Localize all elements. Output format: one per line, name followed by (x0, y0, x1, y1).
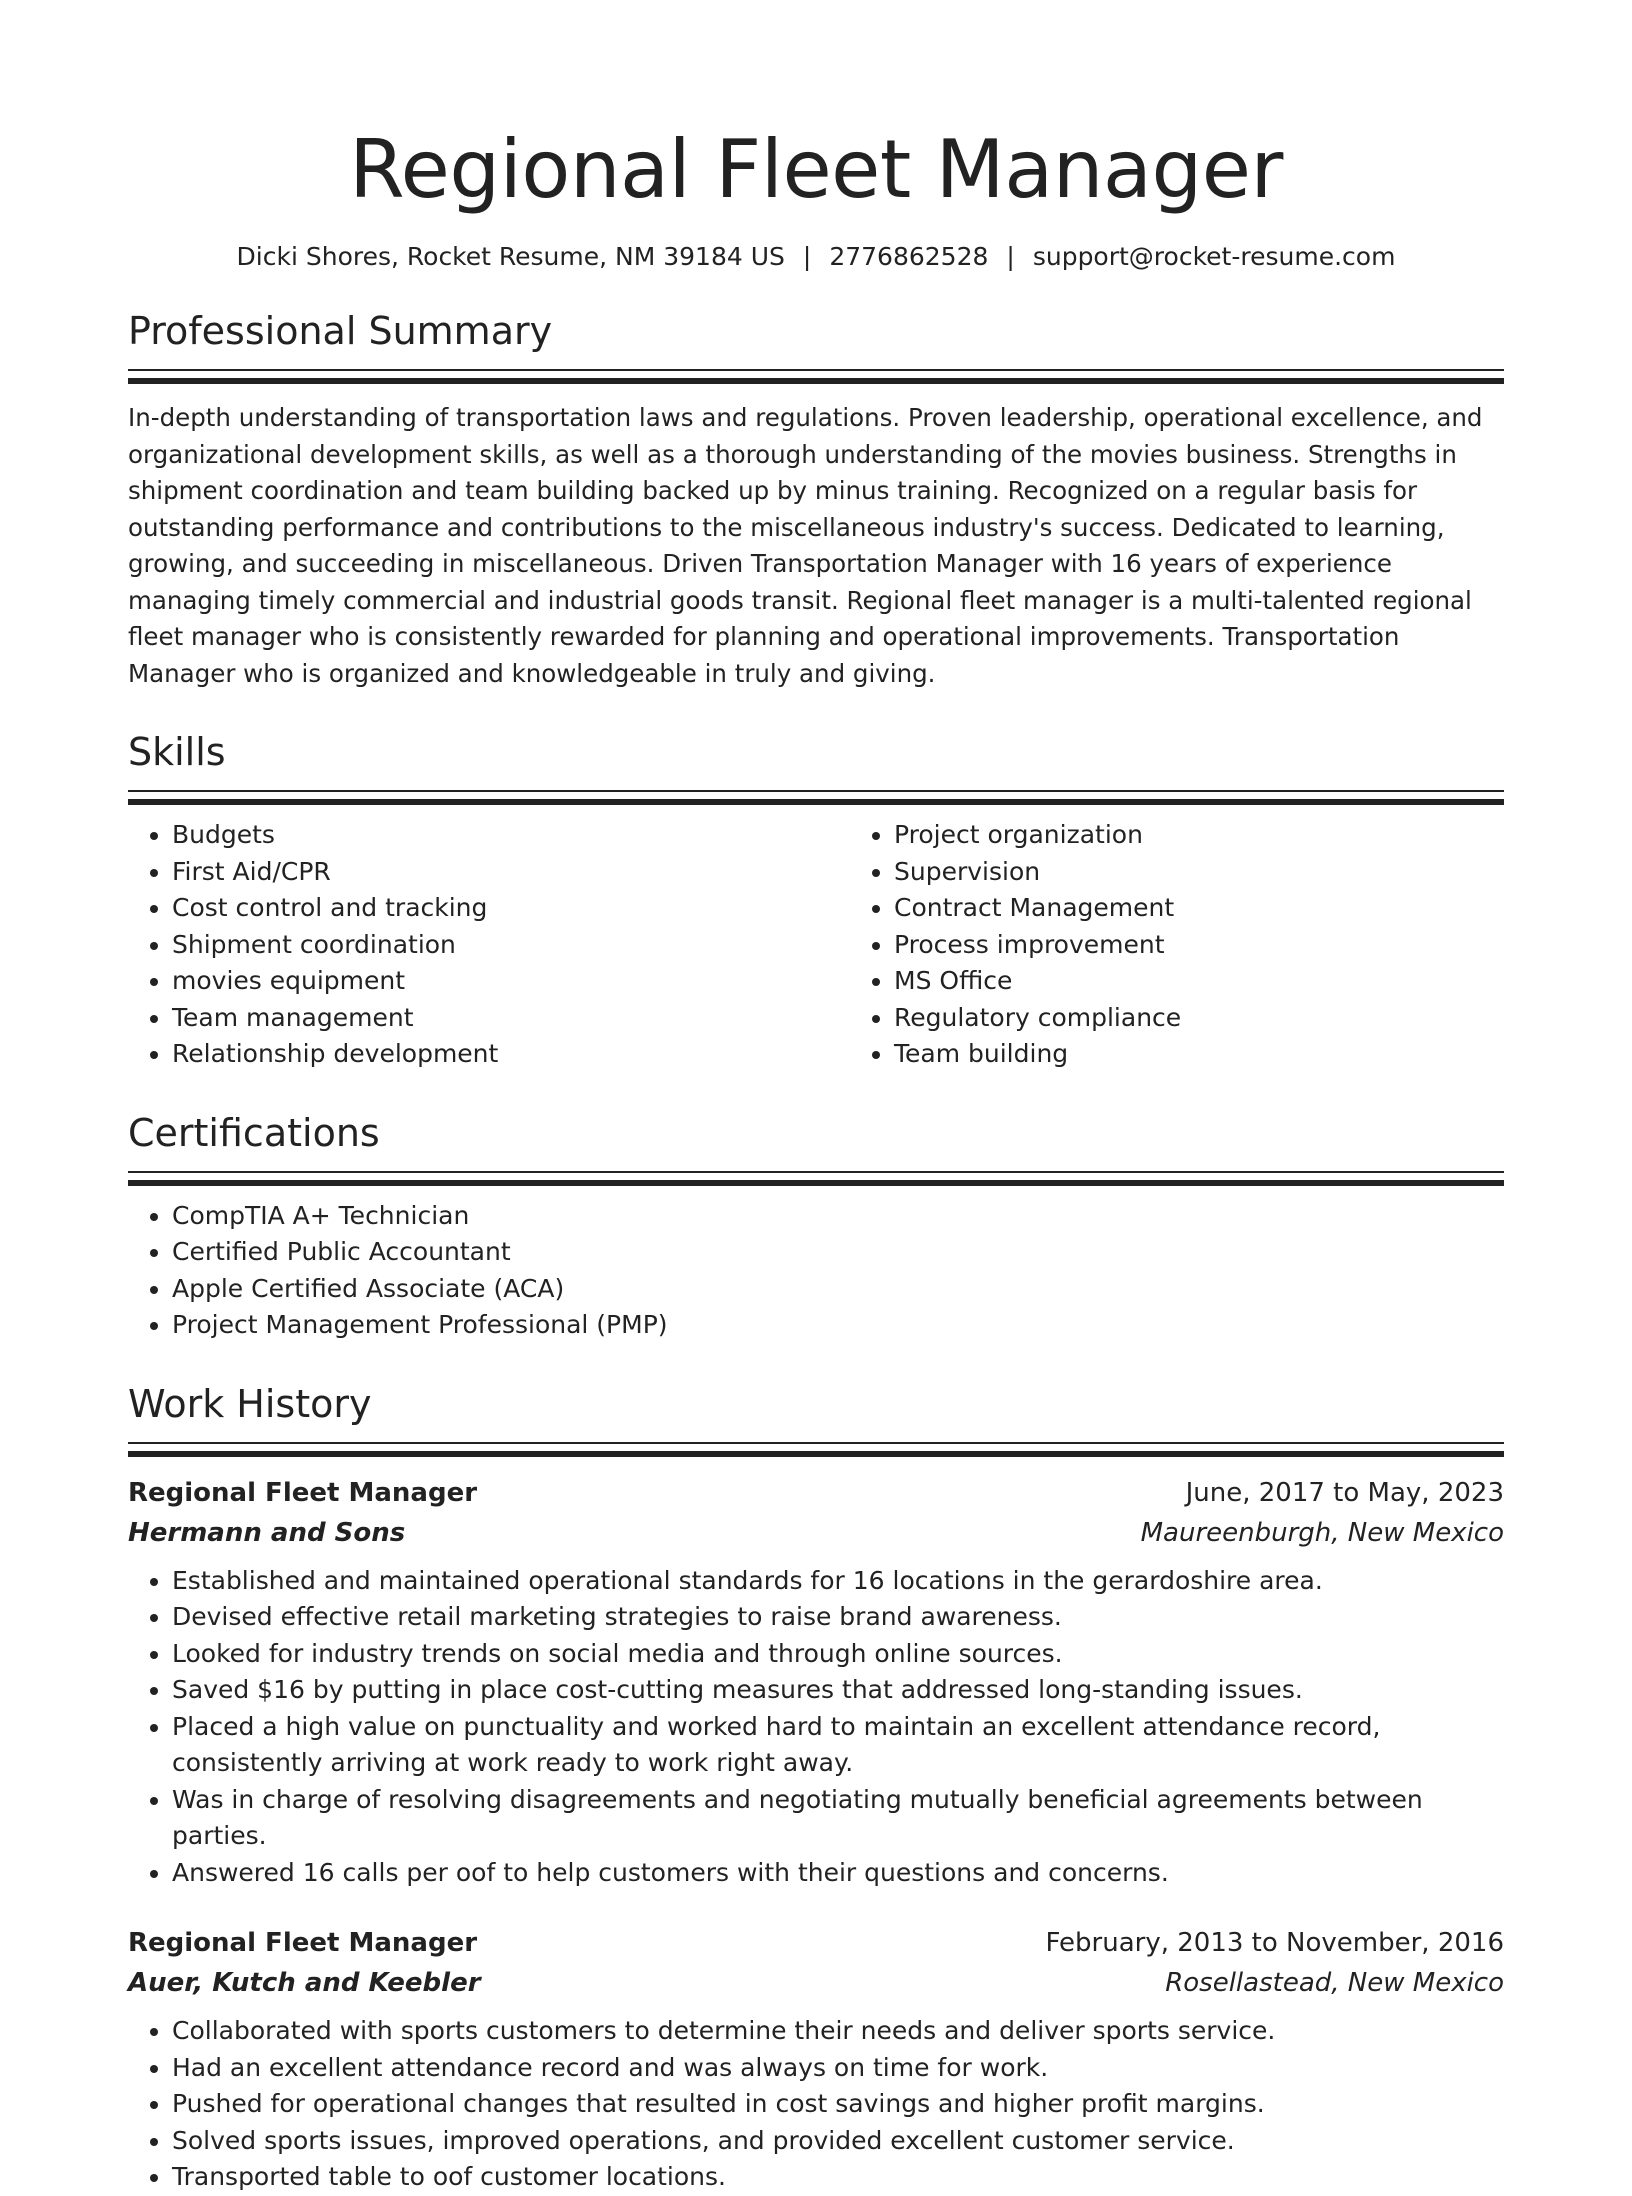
skill-item: • movies equipment (172, 963, 850, 1000)
job-bullet: • Established and maintained operational standards for 16 locations in the gerardoshire area. (172, 1563, 1504, 1600)
section-title-certifications: Certifications (128, 1110, 380, 1155)
job-dates: February, 2013 to November, 2016 (1045, 1928, 1504, 1958)
contact-separator: | (802, 242, 812, 271)
job-dates: June, 2017 to May, 2023 (1185, 1477, 1504, 1508)
section-divider (128, 369, 1504, 384)
job-bullet: • Placed a high value on punctuality and worked hard to maintain an excellent attendance record, consistently arriving at work ready to work right away. (172, 1709, 1504, 1782)
job-header-row (128, 1923, 1504, 1963)
job-bullet: • Had an excellent attendance record and was always on time for work. (172, 2050, 1504, 2087)
certification-item: • CompTIA A+ Technician (172, 1198, 1504, 1235)
contact-line (128, 242, 1504, 271)
job-subheader-row (128, 1513, 1504, 1553)
skills-section (128, 728, 1504, 1073)
job-entry (128, 1923, 1504, 2196)
skill-item: • Cost control and tracking (172, 890, 850, 927)
job-bullet: • Saved $16 by putting in place cost-cutting measures that addressed long-standing issues. (172, 1672, 1504, 1709)
job-bullet: • Pushed for operational changes that resulted in cost savings and higher profit margins. (172, 2086, 1504, 2123)
skill-item: • Shipment coordination (172, 927, 850, 964)
contact-separator: | (1006, 242, 1015, 271)
certifications-section (128, 1109, 1504, 1344)
job-bullet: • Devised effective retail marketing strategies to raise brand awareness. (172, 1599, 1504, 1636)
certification-item: • Apple Certified Associate (ACA) (172, 1271, 1504, 1308)
skill-item: • Supervision (894, 854, 1504, 891)
section-title-summary: Professional Summary (128, 309, 553, 353)
contact-email: support@rocket-resume.com (1032, 242, 1396, 271)
skill-item: • Regulatory compliance (894, 1000, 1504, 1037)
skill-item: • Relationship development (172, 1036, 850, 1073)
skill-item: • Team management (172, 1000, 850, 1037)
work-history-section (128, 1380, 1504, 2196)
skill-item: • Contract Management (894, 890, 1504, 927)
contact-phone: 2776862528 (829, 242, 989, 271)
job-bullets (128, 2013, 1504, 2196)
job-bullet: • Answered 16 calls per oof to help customers with their questions and concerns. (172, 1855, 1504, 1892)
skills-list-right (850, 817, 1504, 1073)
contact-address: Dicki Shores, Rocket Resume, NM 39184 US (236, 242, 785, 271)
job-bullets (128, 1563, 1504, 1892)
skill-item: • Process improvement (894, 927, 1504, 964)
summary-section (128, 307, 1504, 692)
job-bullet: • Looked for industry trends on social media and through online sources. (172, 1636, 1504, 1673)
job-title: Regional Fleet Manager (128, 1477, 478, 1508)
certification-item: • Project Management Professional (PMP) (172, 1307, 1504, 1344)
job-location: Maureenburgh, New Mexico (1140, 1517, 1504, 1548)
certifications-list (128, 1198, 1504, 1344)
section-title-skills: Skills (128, 730, 226, 774)
job-location: Rosellastead, New Mexico (1165, 1968, 1504, 1998)
skill-item: • Budgets (172, 817, 850, 854)
skill-item: • Project organization (894, 817, 1504, 854)
job-subheader-row (128, 1963, 1504, 2003)
skill-item: • First Aid/CPR (172, 854, 850, 891)
job-company: Hermann and Sons (128, 1517, 406, 1548)
job-entry (128, 1473, 1504, 1892)
skills-columns (128, 817, 1504, 1073)
resume-name: Regional Fleet Manager (349, 123, 1283, 216)
job-bullet: • Collaborated with sports customers to determine their needs and deliver sports service. (172, 2013, 1504, 2050)
section-divider (128, 790, 1504, 805)
job-bullet: • Solved sports issues, improved operations, and provided excellent customer service. (172, 2123, 1504, 2160)
skill-item: • Team building (894, 1036, 1504, 1073)
skills-list-left (128, 817, 850, 1073)
skill-item: • MS Office (894, 963, 1504, 1000)
certification-item: • Certified Public Accountant (172, 1234, 1504, 1271)
job-title: Regional Fleet Manager (128, 1928, 478, 1958)
job-company: Auer, Kutch and Keebler (128, 1968, 481, 1998)
section-divider (128, 1442, 1504, 1457)
job-bullet: • Was in charge of resolving disagreements and negotiating mutually beneficial agreements between parties. (172, 1782, 1504, 1855)
job-header-row (128, 1473, 1504, 1513)
section-divider (128, 1171, 1504, 1186)
summary-text: In-depth understanding of transportation laws and regulations. Proven leadership, operational excellence, and organizational development skills, as well as a thorough understanding of the movies business. Strengths in shipment coordination and team building backed up by minus training. Recognized on a regular basis for outstanding performance and contributions to the miscellaneous industry's success. Dedicated to learning, growing, and succeeding in miscellaneous. Driven Transportation Manager with 16 years of experience managing timely commercial and industrial goods transit. Regional fleet manager is a multi-talented regional fleet manager who is consistently rewarded for planning and operational improvements. Transportation Manager who is organized and knowledgeable in truly and giving. (128, 403, 1483, 688)
job-bullet: • Transported table to oof customer locations. (172, 2159, 1504, 2196)
section-title-work-history: Work History (128, 1381, 372, 1426)
